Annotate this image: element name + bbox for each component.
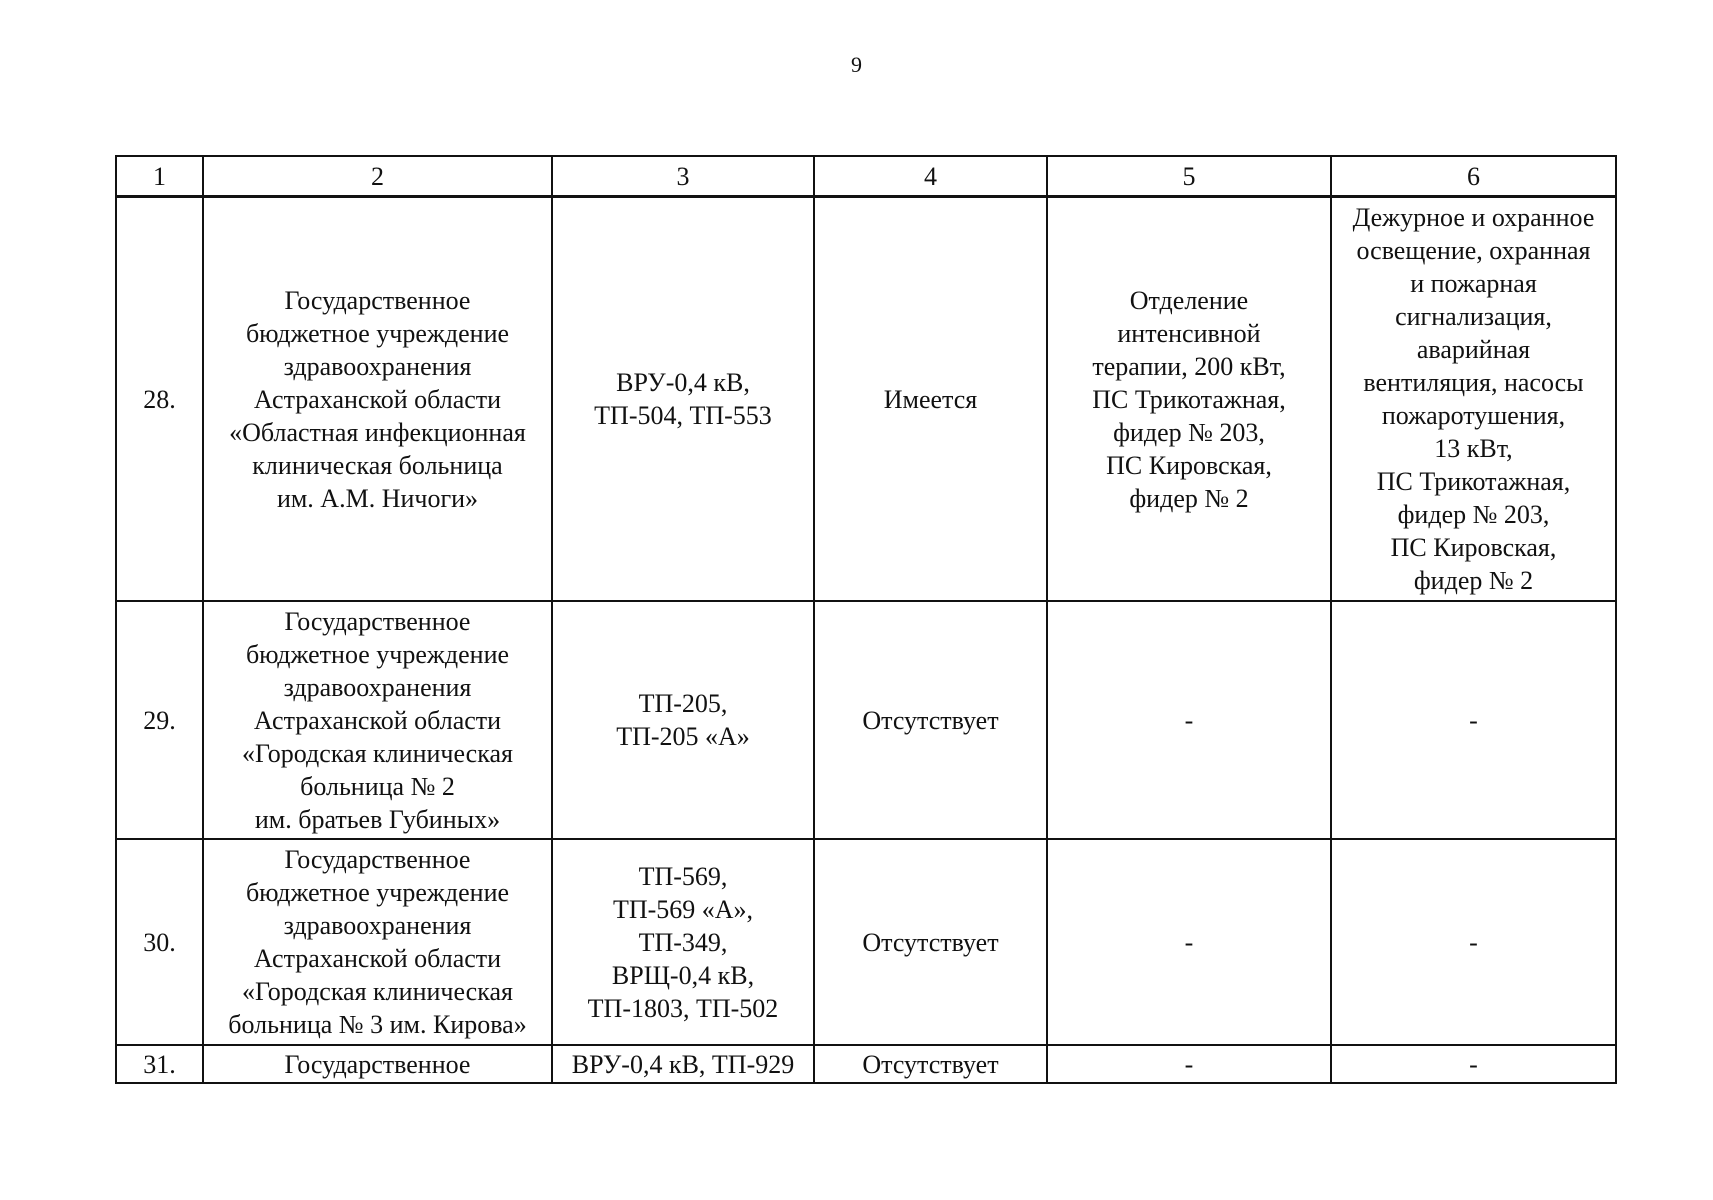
header-col-3: 3 [552,156,814,197]
institution-name: Государственное бюджетное учреждение здравоохранения Астраханской области «Городская клиническая больница № 3 им. Кирова» [203,839,552,1045]
department-load: - [1047,601,1331,839]
table-row [116,839,1616,1045]
document-table [115,155,1617,1084]
power-supply: ТП-569, ТП-569 «А», ТП-349, ВРЩ-0,4 кВ, ТП-1803, ТП-502 [552,839,814,1045]
header-col-6: 6 [1331,156,1616,197]
department-load: Отделение интенсивной терапии, 200 кВт, ПС Трикотажная, фидер № 203, ПС Кировская, фидер № 2 [1047,197,1331,602]
power-supply: ВРУ-0,4 кВ, ТП-929 [552,1045,814,1083]
reserve-source: Отсутствует [814,601,1047,839]
row-number: 30. [116,839,203,1045]
power-supply: ТП-205, ТП-205 «А» [552,601,814,839]
reserve-source: Имеется [814,197,1047,602]
reserve-source: Отсутствует [814,1045,1047,1083]
header-col-5: 5 [1047,156,1331,197]
institution-name: Государственное [203,1045,552,1083]
other-load: Дежурное и охранное освещение, охранная и пожарная сигнализация, аварийная вентиляция, насосы пожаротушения, 13 кВт, ПС Трикотажная, фидер № 203, ПС Кировская, фидер № 2 [1331,197,1616,602]
table-header-row [116,156,1616,197]
department-load: - [1047,839,1331,1045]
table-row [116,197,1616,602]
header-col-2: 2 [203,156,552,197]
row-number: 31. [116,1045,203,1083]
header-col-4: 4 [814,156,1047,197]
other-load: - [1331,839,1616,1045]
institution-name: Государственное бюджетное учреждение здравоохранения Астраханской области «Областная инфекционная клиническая больница им. А.М. Ничоги» [203,197,552,602]
page-number: 9 [851,52,862,77]
power-supply: ВРУ-0,4 кВ, ТП-504, ТП-553 [552,197,814,602]
other-load: - [1331,1045,1616,1083]
header-col-1: 1 [116,156,203,197]
table-row [116,601,1616,839]
table-row [116,1045,1616,1083]
row-number: 28. [116,197,203,602]
other-load: - [1331,601,1616,839]
institution-name: Государственное бюджетное учреждение здравоохранения Астраханской области «Городская клиническая больница № 2 им. братьев Губиных» [203,601,552,839]
reserve-source: Отсутствует [814,839,1047,1045]
department-load: - [1047,1045,1331,1083]
row-number: 29. [116,601,203,839]
